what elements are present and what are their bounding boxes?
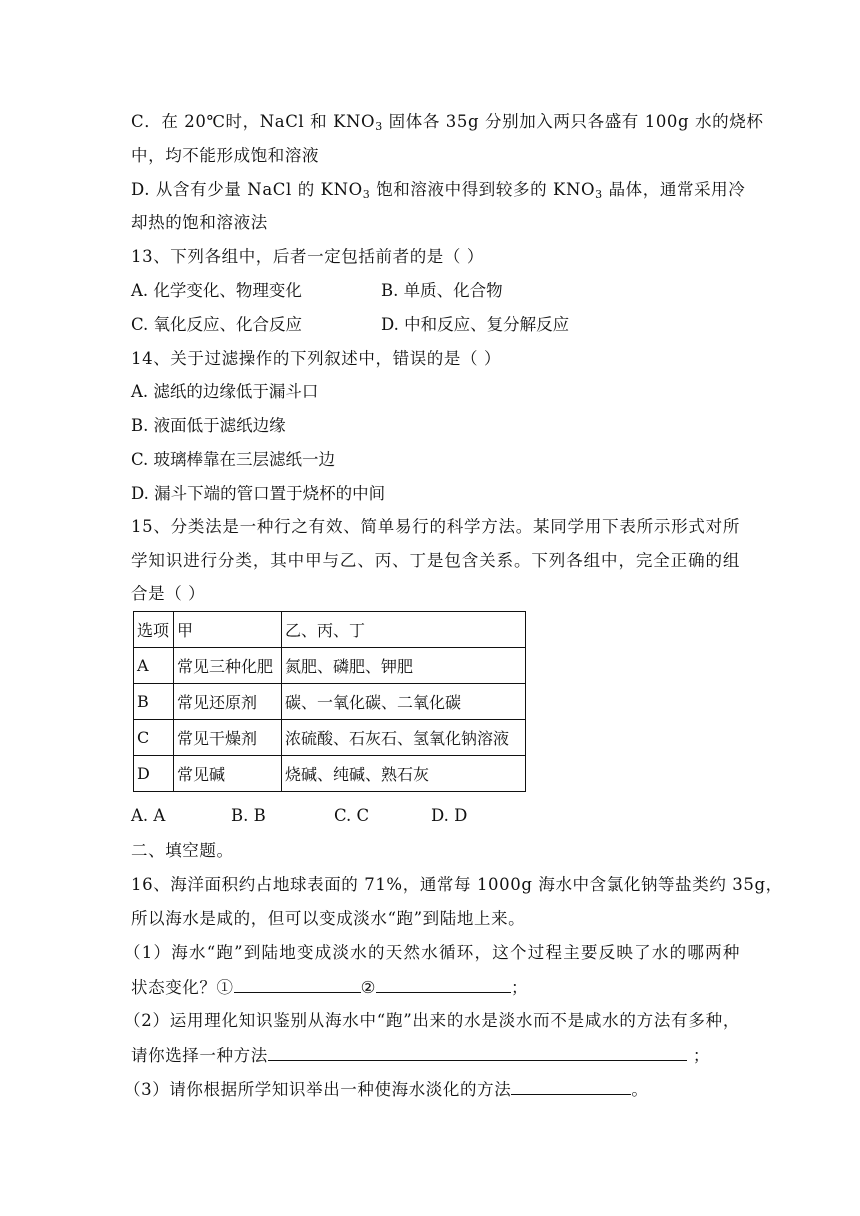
q14-option-b: B. 液面低于滤纸边缘 — [131, 416, 286, 435]
q16-part2-line1: （2）运用理化知识鉴别从海水中“跑”出来的水是淡水而不是咸水的方法有多种， — [124, 1011, 740, 1030]
table-cell: 氮肥、磷肥、钾肥 — [282, 648, 526, 684]
table-row — [134, 756, 526, 792]
table-header-row — [134, 612, 526, 648]
q13-option-c: C. 氧化反应、化合反应 — [131, 315, 303, 334]
table-row — [134, 684, 526, 720]
q16-part1-marker: ② — [360, 978, 377, 997]
punctuation: ； — [692, 1046, 710, 1065]
q12-option-d-text-mid: 饱和溶液中得到较多的 KNO — [370, 180, 596, 199]
q12-option-c-line2: 中，均不能形成饱和溶液 — [131, 146, 320, 165]
table-cell: D — [134, 756, 174, 792]
q12-option-c-line1 — [131, 111, 764, 138]
table-cell: A — [134, 648, 174, 684]
subscript: 3 — [362, 188, 371, 201]
q15-option-a: A. A — [131, 806, 166, 825]
q16-part2-prompt: 请你选择一种方法 — [131, 1046, 268, 1065]
answer-blank-4[interactable] — [511, 1078, 631, 1095]
q12-option-d-text-rest: 晶体，通常采用冷 — [602, 180, 746, 199]
subscript: 3 — [595, 188, 603, 201]
table-cell: C — [134, 720, 174, 756]
q15-stem-line1: 15、分类法是一种行之有效、简单易行的科学方法。某同学用下表所示形式对所 — [131, 517, 740, 536]
q16-part1-line2 — [131, 976, 740, 999]
q13-option-b: B. 单质、化合物 — [381, 281, 503, 300]
q16-part3-prompt: （3）请你根据所学知识举出一种使海水淡化的方法 — [124, 1080, 512, 1099]
q16-part1-line1: （1）海水“跑”到陆地变成淡水的天然水循环，这个过程主要反映了水的哪两种 — [124, 943, 740, 962]
table-header-cell: 选项 — [134, 612, 174, 648]
table-row — [134, 648, 526, 684]
classification-table — [133, 611, 526, 792]
table-header-cell: 甲 — [174, 612, 282, 648]
table-cell: 常见碱 — [174, 756, 282, 792]
q12-option-c-text-rest: 固体各 35g 分别加入两只各盛有 100g 水的烧杯 — [382, 112, 764, 131]
table-cell: 浓硫酸、石灰石、氢氧化钠溶液 — [282, 720, 526, 756]
q15-option-b: B. B — [231, 806, 266, 825]
table-cell: 常见三种化肥 — [174, 648, 282, 684]
q14-option-c: C. 玻璃棒靠在三层滤纸一边 — [131, 450, 336, 469]
section-heading: 二、填空题。 — [131, 841, 234, 860]
q16-part3-line — [124, 1078, 740, 1101]
punctuation: 。 — [631, 1080, 649, 1099]
q16-stem-line1: 16、海洋面积约占地球表面的 71%，通常每 1000g 海水中含氯化钠等盐类约 35g， — [131, 875, 783, 894]
table-header-cell: 乙、丙、丁 — [282, 612, 526, 648]
subscript: 3 — [375, 120, 383, 133]
q16-part1-prompt: 状态变化？① — [131, 978, 234, 997]
q14-option-a: A. 滤纸的边缘低于漏斗口 — [131, 382, 319, 401]
q14-stem: 14、关于过滤操作的下列叙述中，错误的是（ ） — [131, 349, 502, 368]
q12-option-d-line1 — [131, 179, 746, 206]
answer-blank-3[interactable] — [268, 1044, 687, 1061]
table-cell: 烧碱、纯碱、熟石灰 — [282, 756, 526, 792]
q16-part2-line2 — [131, 1044, 740, 1067]
q15-stem-line3: 合是（ ） — [131, 584, 206, 603]
q12-option-d-line2: 却热的饱和溶液法 — [131, 213, 268, 232]
q13-stem: 13、下列各组中，后者一定包括前者的是（ ） — [131, 247, 484, 266]
q13-option-a: A. 化学变化、物理变化 — [131, 281, 302, 300]
table-cell: 常见干燥剂 — [174, 720, 282, 756]
q12-option-c-text: C．在 20℃时，NaCl 和 KNO — [131, 112, 376, 131]
q12-option-d-text: D. 从含有少量 NaCl 的 KNO — [131, 180, 363, 199]
answer-blank-2[interactable] — [376, 976, 511, 993]
q15-option-c: C. C — [334, 806, 370, 825]
table-cell: 常见还原剂 — [174, 684, 282, 720]
q16-stem-line2: 所以海水是咸的，但可以变成淡水“跑”到陆地上来。 — [131, 909, 526, 928]
q14-option-d: D. 漏斗下端的管口置于烧杯的中间 — [131, 484, 386, 503]
table-row — [134, 720, 526, 756]
q13-option-d: D. 中和反应、复分解反应 — [381, 315, 570, 334]
q15-option-d: D. D — [431, 806, 468, 825]
table-cell: 碳、一氧化碳、二氧化碳 — [282, 684, 526, 720]
answer-blank-1[interactable] — [234, 976, 361, 993]
table-cell: B — [134, 684, 174, 720]
punctuation: ； — [511, 978, 529, 997]
q15-stem-line2: 学知识进行分类，其中甲与乙、丙、丁是包含关系。下列各组中，完全正确的组 — [131, 551, 740, 570]
